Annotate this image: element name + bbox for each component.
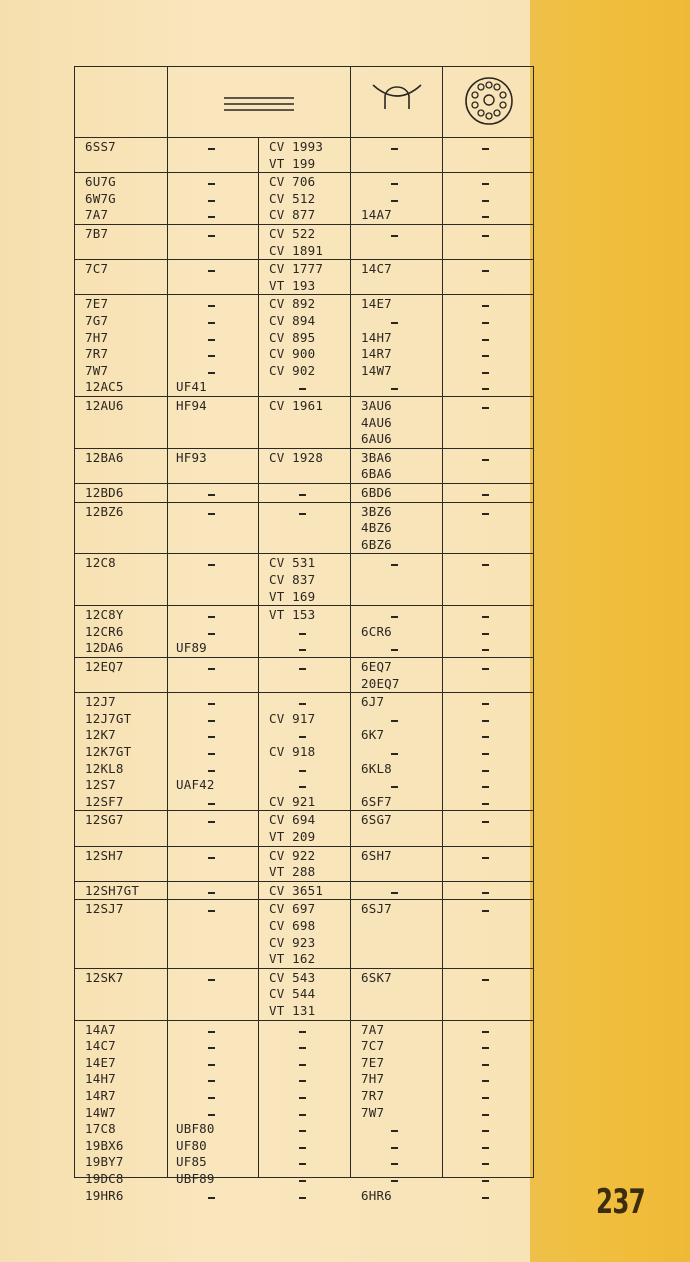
cell-tube: 4BZ6 bbox=[361, 520, 392, 536]
cell-cv: CV 894 bbox=[269, 313, 316, 328]
cell-tube: 14A7 bbox=[361, 207, 392, 223]
cell-type: 14A7 bbox=[85, 1021, 116, 1037]
empty-dash bbox=[299, 1097, 306, 1099]
empty-dash bbox=[208, 668, 215, 670]
empty-dash bbox=[208, 892, 215, 894]
header-cell-equivalence bbox=[168, 67, 351, 137]
empty-dash bbox=[482, 616, 489, 618]
empty-dash bbox=[391, 1147, 398, 1149]
cell-type: 6W7G bbox=[85, 190, 116, 206]
empty-dash bbox=[391, 720, 398, 722]
empty-dash bbox=[299, 668, 306, 670]
row-divider bbox=[75, 294, 533, 295]
empty-dash bbox=[208, 1080, 215, 1082]
empty-dash bbox=[208, 633, 215, 635]
empty-dash bbox=[482, 1130, 489, 1132]
cell-type: 7H7 bbox=[85, 329, 109, 345]
cell-tube: 3BA6 bbox=[361, 449, 392, 465]
cell-type: 17C8 bbox=[85, 1121, 116, 1137]
cell-cv: CV 900 bbox=[269, 346, 316, 362]
cell-tube: 20EQ7 bbox=[361, 675, 400, 691]
empty-dash bbox=[208, 616, 215, 618]
cell-cv: CV 921 bbox=[269, 793, 316, 809]
cell-type: 12AC5 bbox=[85, 379, 124, 395]
empty-dash bbox=[482, 1163, 489, 1165]
cell-type: 12SF7 bbox=[85, 793, 124, 809]
cell-type: 12K7 bbox=[85, 727, 116, 743]
cell-type: 12BZ6 bbox=[85, 503, 124, 519]
empty-dash bbox=[482, 564, 489, 566]
empty-dash bbox=[208, 703, 215, 705]
row-divider bbox=[75, 1020, 533, 1021]
cell-cv: CV 1777 bbox=[269, 261, 324, 277]
cell-cv: VT 131 bbox=[269, 1003, 316, 1018]
row-divider bbox=[75, 483, 533, 484]
equivalence-icon bbox=[168, 67, 351, 137]
cell-cv: CV 892 bbox=[269, 296, 316, 312]
empty-dash bbox=[299, 494, 306, 496]
empty-dash bbox=[391, 388, 398, 390]
cell-cv: CV 1993 bbox=[269, 139, 324, 154]
cell-type: 7E7 bbox=[85, 296, 109, 312]
cell-cv: CV 895 bbox=[269, 329, 316, 345]
empty-dash bbox=[482, 892, 489, 894]
cell-cv: VT 169 bbox=[269, 588, 316, 604]
empty-dash bbox=[299, 1130, 306, 1132]
cell-euro: HF93 bbox=[176, 449, 207, 465]
cell-tube: 7E7 bbox=[361, 1054, 385, 1070]
cell-tube: 6BZ6 bbox=[361, 536, 392, 552]
empty-dash bbox=[391, 200, 398, 202]
cell-tube: 7C7 bbox=[361, 1038, 385, 1054]
empty-dash bbox=[482, 322, 489, 324]
empty-dash bbox=[482, 200, 489, 202]
empty-dash bbox=[208, 1047, 215, 1049]
cell-type: 7W7 bbox=[85, 362, 109, 378]
empty-dash bbox=[208, 770, 215, 772]
cell-type: 12SJ7 bbox=[85, 901, 124, 917]
cell-cv: VT 288 bbox=[269, 864, 316, 880]
cell-type: 12SH7GT bbox=[85, 882, 140, 898]
cell-tube: 6AU6 bbox=[361, 431, 392, 447]
empty-dash bbox=[208, 216, 215, 218]
row-divider bbox=[75, 899, 533, 900]
empty-dash bbox=[482, 770, 489, 772]
cell-cv: CV 531 bbox=[269, 555, 316, 571]
cell-tube: 6K7 bbox=[361, 727, 385, 743]
cell-type: 14E7 bbox=[85, 1054, 116, 1070]
cell-cv: CV 1928 bbox=[269, 449, 324, 465]
cell-tube: 14H7 bbox=[361, 329, 392, 345]
row-divider bbox=[75, 448, 533, 449]
row-divider bbox=[75, 657, 533, 658]
header-cell-socket bbox=[443, 67, 535, 137]
row-divider bbox=[75, 172, 533, 173]
cell-type: 12J7 bbox=[85, 694, 116, 710]
cell-euro: HF94 bbox=[176, 398, 207, 413]
cell-cv: CV 922 bbox=[269, 847, 316, 863]
cell-type: 12SH7 bbox=[85, 847, 124, 863]
cell-tube: 6SG7 bbox=[361, 812, 392, 828]
empty-dash bbox=[299, 1163, 306, 1165]
empty-dash bbox=[208, 339, 215, 341]
empty-dash bbox=[391, 616, 398, 618]
cell-cv: CV 918 bbox=[269, 744, 316, 759]
cell-cv: CV 902 bbox=[269, 362, 316, 378]
empty-dash bbox=[482, 513, 489, 515]
cell-tube: 6SH7 bbox=[361, 847, 392, 863]
empty-dash bbox=[482, 736, 489, 738]
empty-dash bbox=[299, 1197, 306, 1199]
cell-type: 12EQ7 bbox=[85, 659, 124, 674]
cell-type: 12AU6 bbox=[85, 398, 124, 413]
cell-type: 12S7 bbox=[85, 777, 116, 793]
empty-dash bbox=[299, 770, 306, 772]
empty-dash bbox=[208, 322, 215, 324]
empty-dash bbox=[208, 1197, 215, 1199]
empty-dash bbox=[299, 513, 306, 515]
empty-dash bbox=[482, 355, 489, 357]
cell-euro: UF89 bbox=[176, 640, 207, 656]
cell-tube: 6EQ7 bbox=[361, 659, 392, 674]
cell-cv: VT 153 bbox=[269, 607, 316, 623]
empty-dash bbox=[208, 564, 215, 566]
empty-dash bbox=[482, 1080, 489, 1082]
cell-tube: 6KL8 bbox=[361, 760, 392, 776]
empty-dash bbox=[208, 355, 215, 357]
empty-dash bbox=[208, 803, 215, 805]
row-divider bbox=[75, 605, 533, 606]
empty-dash bbox=[299, 1047, 306, 1049]
empty-dash bbox=[482, 270, 489, 272]
empty-dash bbox=[482, 821, 489, 823]
cell-type: 14C7 bbox=[85, 1038, 116, 1054]
tube-base-icon bbox=[351, 67, 443, 137]
empty-dash bbox=[391, 322, 398, 324]
cell-tube: 6SJ7 bbox=[361, 901, 392, 917]
cell-cv: CV 837 bbox=[269, 572, 316, 587]
cell-type: 12DA6 bbox=[85, 640, 124, 656]
cell-euro: UBF80 bbox=[176, 1121, 215, 1137]
empty-dash bbox=[482, 910, 489, 912]
empty-dash bbox=[482, 216, 489, 218]
cell-tube: 4AU6 bbox=[361, 414, 392, 430]
cell-type: 12J7GT bbox=[85, 710, 132, 726]
row-divider bbox=[75, 846, 533, 847]
empty-dash bbox=[482, 372, 489, 374]
cell-cv: CV 923 bbox=[269, 934, 316, 950]
cell-cv: CV 522 bbox=[269, 226, 316, 241]
empty-dash bbox=[208, 513, 215, 515]
empty-dash bbox=[482, 1031, 489, 1033]
cell-type: 12KL8 bbox=[85, 760, 124, 776]
empty-dash bbox=[482, 1064, 489, 1066]
cell-type: 6SS7 bbox=[85, 139, 116, 154]
cell-type: 12BA6 bbox=[85, 449, 124, 465]
empty-dash bbox=[299, 1180, 306, 1182]
empty-dash bbox=[208, 183, 215, 185]
cell-cv: VT 193 bbox=[269, 277, 316, 293]
empty-dash bbox=[391, 753, 398, 755]
cell-type: 6U7G bbox=[85, 174, 116, 190]
row-divider bbox=[75, 224, 533, 225]
cell-type: 7A7 bbox=[85, 207, 109, 223]
empty-dash bbox=[482, 183, 489, 185]
empty-dash bbox=[208, 270, 215, 272]
cell-type: 12CR6 bbox=[85, 623, 124, 639]
column-divider bbox=[350, 67, 351, 1177]
cell-cv: CV 1961 bbox=[269, 398, 324, 413]
empty-dash bbox=[482, 668, 489, 670]
empty-dash bbox=[391, 564, 398, 566]
cell-tube: 6CR6 bbox=[361, 623, 392, 639]
empty-dash bbox=[299, 786, 306, 788]
empty-dash bbox=[391, 1163, 398, 1165]
cell-type: 19DC8 bbox=[85, 1171, 124, 1186]
cell-type: 12SK7 bbox=[85, 969, 124, 985]
empty-dash bbox=[482, 407, 489, 409]
cell-type: 14W7 bbox=[85, 1104, 116, 1120]
empty-dash bbox=[299, 1064, 306, 1066]
empty-dash bbox=[482, 703, 489, 705]
empty-dash bbox=[482, 148, 489, 150]
cell-tube: 6J7 bbox=[361, 694, 385, 710]
empty-dash bbox=[299, 736, 306, 738]
empty-dash bbox=[391, 183, 398, 185]
empty-dash bbox=[299, 703, 306, 705]
cell-cv: CV 697 bbox=[269, 901, 316, 917]
row-divider bbox=[75, 396, 533, 397]
empty-dash bbox=[299, 1114, 306, 1116]
cell-cv: VT 209 bbox=[269, 829, 316, 844]
cell-tube: 14R7 bbox=[361, 346, 392, 362]
cell-euro: UBF89 bbox=[176, 1171, 215, 1186]
cell-type: 7G7 bbox=[85, 313, 109, 328]
cell-tube: 7W7 bbox=[361, 1104, 385, 1120]
empty-dash bbox=[208, 821, 215, 823]
empty-dash bbox=[482, 649, 489, 651]
cell-type: 7C7 bbox=[85, 261, 109, 277]
empty-dash bbox=[299, 633, 306, 635]
empty-dash bbox=[391, 786, 398, 788]
empty-dash bbox=[482, 1197, 489, 1199]
cell-tube: 3BZ6 bbox=[361, 503, 392, 519]
header-cell-type bbox=[75, 67, 168, 137]
empty-dash bbox=[208, 148, 215, 150]
cell-tube: 6SK7 bbox=[361, 969, 392, 985]
cell-cv: CV 512 bbox=[269, 190, 316, 206]
empty-dash bbox=[482, 979, 489, 981]
empty-dash bbox=[208, 910, 215, 912]
row-divider bbox=[75, 502, 533, 503]
empty-dash bbox=[208, 1064, 215, 1066]
row-divider bbox=[75, 259, 533, 260]
empty-dash bbox=[208, 857, 215, 859]
empty-dash bbox=[208, 494, 215, 496]
empty-dash bbox=[208, 753, 215, 755]
cell-type: 19BX6 bbox=[85, 1137, 124, 1153]
empty-dash bbox=[482, 633, 489, 635]
empty-dash bbox=[208, 305, 215, 307]
cell-cv: CV 706 bbox=[269, 174, 316, 190]
cell-tube: 6BD6 bbox=[361, 485, 392, 500]
empty-dash bbox=[208, 235, 215, 237]
column-divider bbox=[442, 67, 443, 1177]
cell-cv: CV 1891 bbox=[269, 242, 324, 258]
socket-pins-icon bbox=[443, 67, 535, 137]
cell-type: 7B7 bbox=[85, 226, 109, 241]
empty-dash bbox=[208, 979, 215, 981]
empty-dash bbox=[482, 235, 489, 237]
cell-tube: 14W7 bbox=[361, 362, 392, 378]
cell-tube: 7A7 bbox=[361, 1021, 385, 1037]
tube-equivalents-table bbox=[74, 66, 534, 1203]
empty-dash bbox=[482, 1047, 489, 1049]
cell-euro: UF85 bbox=[176, 1154, 207, 1170]
empty-dash bbox=[482, 786, 489, 788]
empty-dash bbox=[208, 1114, 215, 1116]
empty-dash bbox=[391, 649, 398, 651]
cell-tube: 14C7 bbox=[361, 261, 392, 277]
empty-dash bbox=[208, 736, 215, 738]
cell-type: 12K7GT bbox=[85, 744, 132, 759]
cell-cv: CV 544 bbox=[269, 986, 316, 1002]
empty-dash bbox=[482, 1180, 489, 1182]
cell-tube: 6BA6 bbox=[361, 466, 392, 482]
empty-dash bbox=[482, 339, 489, 341]
cell-tube: 6HR6 bbox=[361, 1187, 392, 1203]
cell-cv: VT 162 bbox=[269, 951, 316, 967]
empty-dash bbox=[482, 803, 489, 805]
cell-cv: CV 3651 bbox=[269, 882, 324, 898]
cell-euro: UF41 bbox=[176, 379, 207, 395]
empty-dash bbox=[391, 235, 398, 237]
empty-dash bbox=[482, 1097, 489, 1099]
page-number: 237 bbox=[596, 1182, 645, 1222]
cell-type: 19HR6 bbox=[85, 1187, 124, 1203]
cell-cv: CV 698 bbox=[269, 918, 316, 933]
empty-dash bbox=[482, 388, 489, 390]
header-cell-tube bbox=[351, 67, 443, 137]
cell-tube: 3AU6 bbox=[361, 398, 392, 413]
row-divider bbox=[75, 692, 533, 693]
cell-type: 12C8 bbox=[85, 555, 116, 571]
empty-dash bbox=[391, 148, 398, 150]
empty-dash bbox=[482, 857, 489, 859]
empty-dash bbox=[208, 1031, 215, 1033]
cell-type: 14H7 bbox=[85, 1071, 116, 1087]
cell-type: 12C8Y bbox=[85, 607, 124, 623]
cell-tube: 7H7 bbox=[361, 1071, 385, 1087]
cell-cv: CV 694 bbox=[269, 812, 316, 828]
cell-cv: CV 877 bbox=[269, 207, 316, 223]
empty-dash bbox=[482, 494, 489, 496]
empty-dash bbox=[208, 200, 215, 202]
accent-strip bbox=[530, 0, 690, 1262]
empty-dash bbox=[299, 1031, 306, 1033]
empty-dash bbox=[391, 892, 398, 894]
row-divider bbox=[75, 553, 533, 554]
empty-dash bbox=[208, 720, 215, 722]
cell-tube: 7R7 bbox=[361, 1088, 385, 1103]
cell-euro: UAF42 bbox=[176, 777, 215, 793]
cell-tube: 6SF7 bbox=[361, 793, 392, 809]
empty-dash bbox=[299, 649, 306, 651]
row-divider bbox=[75, 881, 533, 882]
empty-dash bbox=[482, 1114, 489, 1116]
empty-dash bbox=[208, 372, 215, 374]
column-divider bbox=[167, 67, 168, 1177]
empty-dash bbox=[299, 388, 306, 390]
empty-dash bbox=[482, 753, 489, 755]
cell-cv: CV 917 bbox=[269, 710, 316, 726]
cell-euro: UF80 bbox=[176, 1137, 207, 1153]
row-divider bbox=[75, 810, 533, 811]
cell-type: 7R7 bbox=[85, 346, 109, 362]
cell-cv: CV 543 bbox=[269, 969, 316, 985]
cell-type: 19BY7 bbox=[85, 1154, 124, 1170]
cell-type: 12SG7 bbox=[85, 812, 124, 828]
empty-dash bbox=[299, 1080, 306, 1082]
empty-dash bbox=[482, 305, 489, 307]
cell-tube: 14E7 bbox=[361, 296, 392, 312]
empty-dash bbox=[299, 1147, 306, 1149]
empty-dash bbox=[208, 1097, 215, 1099]
cell-type: 14R7 bbox=[85, 1088, 116, 1103]
cell-type: 12BD6 bbox=[85, 485, 124, 500]
empty-dash bbox=[391, 1180, 398, 1182]
row-divider bbox=[75, 137, 533, 138]
row-divider bbox=[75, 968, 533, 969]
empty-dash bbox=[391, 1130, 398, 1132]
cell-cv: VT 199 bbox=[269, 155, 316, 171]
empty-dash bbox=[482, 720, 489, 722]
empty-dash bbox=[482, 1147, 489, 1149]
empty-dash bbox=[482, 459, 489, 461]
